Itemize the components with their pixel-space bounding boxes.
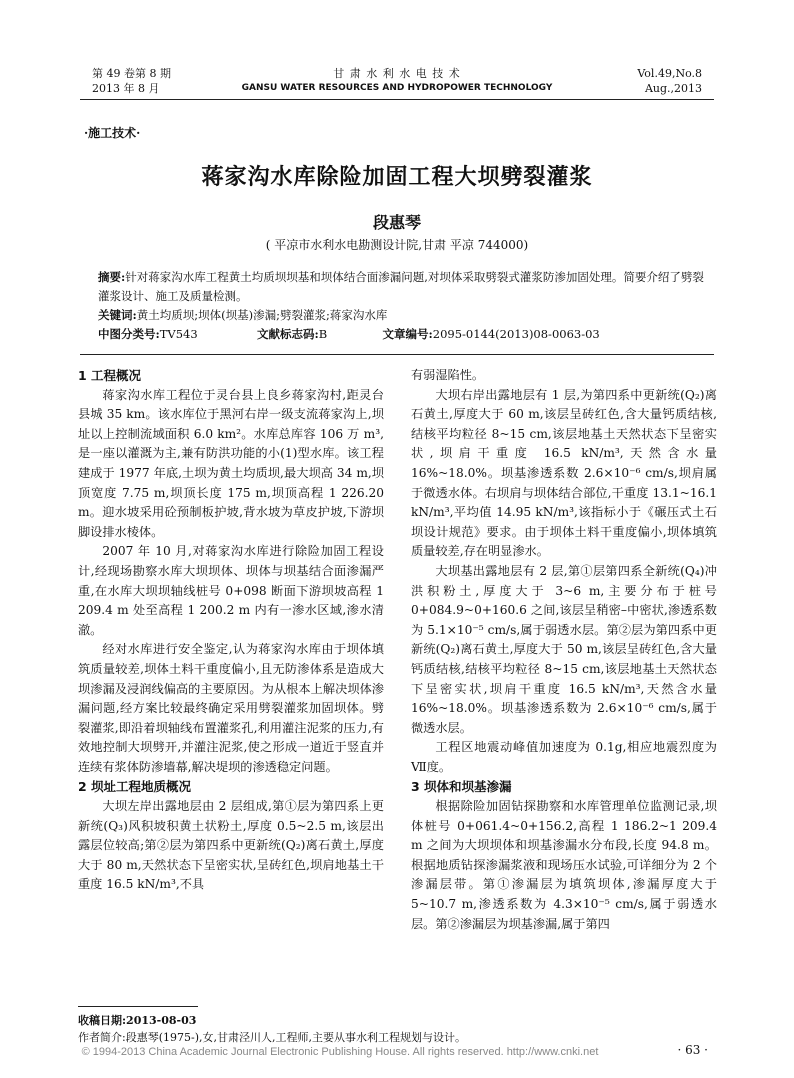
paragraph: 大坝基出露地层有 2 层,第①层第四系全新统(Q₄)冲洪积粉土,厚度大于 3~6 m,主要分布于桩号 0+084.9~0+160.6 之间,该层呈稍密–中密状,渗透系数为 5.1×10⁻⁵ cm/s,属于弱透水层。第②层为第四系中更新统(Q₂)离石黄土,厚度大于 50 m,该层呈砖红色,含大量钙质结核,结核平均粒径 8~15 cm,该层地基土天然状态下呈密实状,坝肩干重度 16.5 kN/m³,天然含水量 16%~18.0%。坝基渗透系数为 2.6×10⁻⁶ cm/s,属于微透水层。 (411, 563, 717, 735)
footnote-rule (78, 1006, 198, 1007)
abstract-block (98, 268, 708, 344)
keywords-label: 关键词: (98, 308, 137, 322)
journal-issue-en (637, 66, 702, 96)
paragraph: 2007 年 10 月,对蒋家沟水库进行除险加固工程设计,经现场勘察水库大坝坝体、坝体与坝基结合面渗漏严重,在水库大坝坝轴线桩号 0+098 断面下游坝坡高程 1 209.4 m 处至高程 1 200.2 m 内有一渗水区域,渗水清澈。 (78, 544, 384, 637)
author-affiliation: ( 平凉市水利水电勘测设计院,甘肃 平凉 744000) (265, 238, 529, 252)
paragraph: 大坝左岸出露地层由 2 层组成,第①层为第四系上更新统(Q₃)风积坡积黄土状粉土,厚度 0.5~2.5 m,该层出露层位较高;第②层为第四系中更新统(Q₂)离石黄土,厚度大于 80 m,天然状态下呈密实状,呈砖红色,坝肩地基土干重度 16.5 kN/m³,不具 (78, 799, 384, 892)
header-rule (80, 99, 714, 100)
paragraph: 经对水库进行安全鉴定,认为蒋家沟水库由于坝体填筑质量较差,坝体土料干重度偏小,且无防渗体系是造成大坝渗漏及浸润线偏高的主要原因。为从根本上解决坝体渗漏问题,经方案比较最终确定采用劈裂灌浆加固坝体。劈裂灌浆,即沿着坝轴线布置灌浆孔,利用灌注泥浆的压力,有效地控制大坝劈开,并灌注泥浆,使之形成一道近于竖直并连续有浆体防渗墙幕,解决堤坝的渗透稳定问题。 (78, 642, 384, 774)
paragraph: 工程区地震动峰值加速度为 0.1g,相应地震烈度为Ⅶ度。 (411, 740, 717, 774)
paragraph: 大坝右岸出露地层有 1 层,为第四系中更新统(Q₂)离石黄土,厚度大于 60 m,该层呈砖红色,含大量钙质结核,结核平均粒径 8~15 cm,该层地基土天然状态下呈密实状,坝肩干重度 16.5 kN/m³,天然含水量 16%~18.0%。坝基渗透系数 2.6×10⁻⁶ cm/s,坝肩属于微透水体。右坝肩与坝体结合部位,干重度 13.1~16.1 kN/m³,平均值 14.95 kN/m³,该指标小于《碾压式土石坝设计规范》要求。由于坝体土料干重度偏小,坝体填筑质量较差,存在明显渗水。 (411, 387, 717, 559)
abstract-label: 摘要: (98, 270, 126, 284)
journal-name (230, 66, 564, 96)
journal-name-en: GANSU WATER RESOURCES AND HYDROPOWER TECHNOLOGY (241, 83, 553, 93)
paragraph-continued: 有弱湿陷性。 (411, 368, 485, 382)
received-date: 收稿日期:2013-08-03 (78, 1014, 197, 1027)
header-date: 2013 年 8 月 (92, 82, 160, 95)
keywords (98, 306, 708, 325)
article-number-value: 2095-0144(2013)08-0063-03 (432, 327, 600, 341)
section-heading-2: 2 坝址工程地质概况 (78, 779, 192, 795)
article-title: 蒋家沟水库除险加固工程大坝劈裂灌浆 (201, 164, 593, 190)
article-number-label: 文章编号: (382, 327, 433, 341)
clc-value: TV543 (159, 327, 198, 341)
header-date-en: Aug.,2013 (644, 82, 702, 95)
paragraph: 蒋家沟水库工程位于灵台县上良乡蒋家沟村,距灵台县城 35 km。该水库位于黑河右岸一级支流蒋家沟上,坝址以上控制流域面积 6.0 km²。水库总库容 106 万 m³,是一座以灌溉为主,兼有防洪功能的小(1)型水库。该工程建成于 1977 年底,土坝为黄土均质坝,最大坝高 34 m,坝顶宽度 7.75 m,坝顶长度 175 m,坝顶高程 1 226.20 m。迎水坡采用砼预制板护坡,背水坡为草皮护坡,下游坝脚设排水棱体。 (78, 387, 384, 539)
doc-code-label: 文献标志码: (257, 327, 319, 341)
doc-code-value: B (318, 327, 328, 341)
keywords-text: 黄土均质坝;坝体(坝基)渗漏;劈裂灌浆;蒋家沟水库 (136, 308, 388, 322)
section-heading-3: 3 坝体和坝基渗漏 (411, 779, 512, 795)
right-column (411, 366, 717, 934)
section-heading-1: 1 工程概况 (78, 368, 142, 383)
page-number: · 63 · (677, 1043, 708, 1057)
author-name: 段惠琴 (372, 213, 421, 232)
abstract-rule (80, 354, 714, 355)
abstract-text: 针对蒋家沟水库工程黄土均质坝坝基和坝体结合面渗漏问题,对坝体采取劈裂式灌浆防渗加固处理。简要介绍了劈裂灌浆设计、施工及质量检测。 (98, 270, 704, 303)
author-bio: 作者简介:段惠琴(1975-),女,甘肃泾川人,工程师,主要从事水利工程规划与设计。 (78, 1031, 466, 1044)
journal-issue (92, 66, 171, 96)
journal-name-cn: 甘 肃 水 利 水 电 技 术 (333, 67, 461, 80)
header-volume: 第 49 卷第 8 期 (92, 67, 171, 80)
paragraph: 根据除险加固钻探勘察和水库管理单位监测记录,坝体桩号 0+061.4~0+156.2,高程 1 186.2~1 209.4 m 之间为大坝坝体和坝基渗漏水分布段,长度 94.8 m。根据地质钻探渗漏浆液和现场压水试验,可详细分为 2 个渗漏层带。第①渗漏层为填筑坝体,渗漏厚度大于 5~10.7 m,渗透系数为 4.3×10⁻⁵ cm/s,属于弱透水层。第②渗漏层为坝基渗漏,属于第四 (411, 799, 717, 931)
left-column (78, 366, 384, 895)
footnote (78, 1012, 718, 1046)
classification-line (98, 325, 708, 344)
header-volume-en: Vol.49,No.8 (637, 67, 702, 80)
abstract (98, 268, 708, 306)
section-tag: ·施工技术· (84, 126, 141, 140)
clc-label: 中图分类号: (98, 327, 160, 341)
copyright-line: © 1994-2013 China Academic Journal Electronic Publishing House. All rights reserved. http://www.cnki.net (81, 1046, 599, 1058)
